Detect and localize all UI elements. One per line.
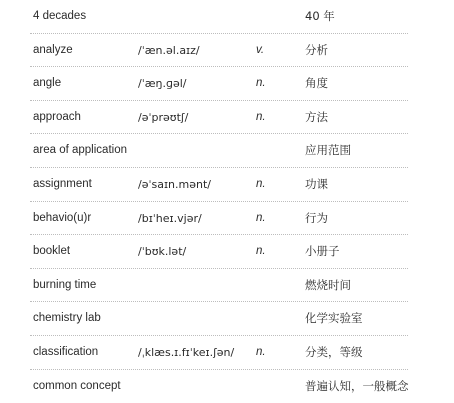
vocab-part-of-speech: v. [256, 43, 265, 56]
vocab-meaning: 分类，等级 [305, 344, 363, 359]
vocab-row [30, 67, 408, 101]
vocab-part-of-speech: n. [256, 110, 266, 123]
vocab-word: behavio(u)r [33, 211, 92, 224]
vocab-meaning: 普遍认知，一般概念 [305, 378, 409, 393]
vocab-part-of-speech: n. [256, 77, 266, 90]
vocab-meaning: 角度 [305, 76, 328, 91]
vocab-meaning: 应用范围 [305, 143, 351, 158]
vocab-meaning: 方法 [305, 109, 328, 124]
vocab-row [30, 370, 408, 403]
vocab-row [30, 0, 408, 34]
vocab-pronunciation: /ˌklæs.ɪ.fɪˈkeɪ.ʃən/ [138, 345, 235, 359]
vocab-word: booklet [33, 245, 71, 258]
vocab-meaning: 40 年 [305, 9, 335, 23]
vocab-row [30, 269, 408, 303]
vocab-row [30, 336, 408, 370]
vocab-word: area of application [33, 144, 127, 157]
vocab-part-of-speech: n. [256, 177, 266, 190]
vocab-word: chemistry lab [33, 312, 101, 325]
vocab-row [30, 302, 408, 336]
vocab-pronunciation: /bɪˈheɪ.vjər/ [138, 211, 202, 225]
vocab-word: common concept [33, 379, 121, 392]
vocab-pronunciation: /ˈbʊk.lət/ [138, 245, 187, 259]
vocab-part-of-speech: n. [256, 245, 266, 258]
vocab-row [30, 202, 408, 236]
vocab-part-of-speech: n. [256, 211, 266, 224]
vocab-pronunciation: /əˈprəʊtʃ/ [138, 110, 189, 124]
vocab-pronunciation: /ˈæŋ.ɡəl/ [138, 77, 187, 91]
vocab-row [30, 235, 408, 269]
vocab-word: approach [33, 110, 81, 123]
vocab-meaning: 功课 [305, 176, 328, 191]
vocab-word: assignment [33, 177, 92, 190]
vocab-word: burning time [33, 278, 97, 291]
vocab-meaning: 燃烧时间 [305, 277, 351, 292]
vocab-word: classification [33, 345, 99, 358]
vocab-word: 4 decades [33, 10, 87, 22]
vocab-pronunciation: /əˈsaɪn.mənt/ [138, 177, 211, 191]
vocab-word: analyze [33, 43, 73, 56]
vocab-row [30, 101, 408, 135]
vocab-row [30, 134, 408, 168]
vocab-row [30, 168, 408, 202]
vocab-row [30, 34, 408, 68]
vocab-meaning: 分析 [305, 42, 328, 57]
vocab-word: angle [33, 77, 62, 90]
vocab-part-of-speech: n. [256, 345, 266, 358]
vocabulary-table [30, 0, 408, 403]
vocab-meaning: 小册子 [305, 244, 340, 259]
vocab-meaning: 行为 [305, 210, 328, 225]
vocab-meaning: 化学实验室 [305, 311, 363, 326]
vocab-pronunciation: /ˈæn.əl.aɪz/ [138, 43, 200, 57]
